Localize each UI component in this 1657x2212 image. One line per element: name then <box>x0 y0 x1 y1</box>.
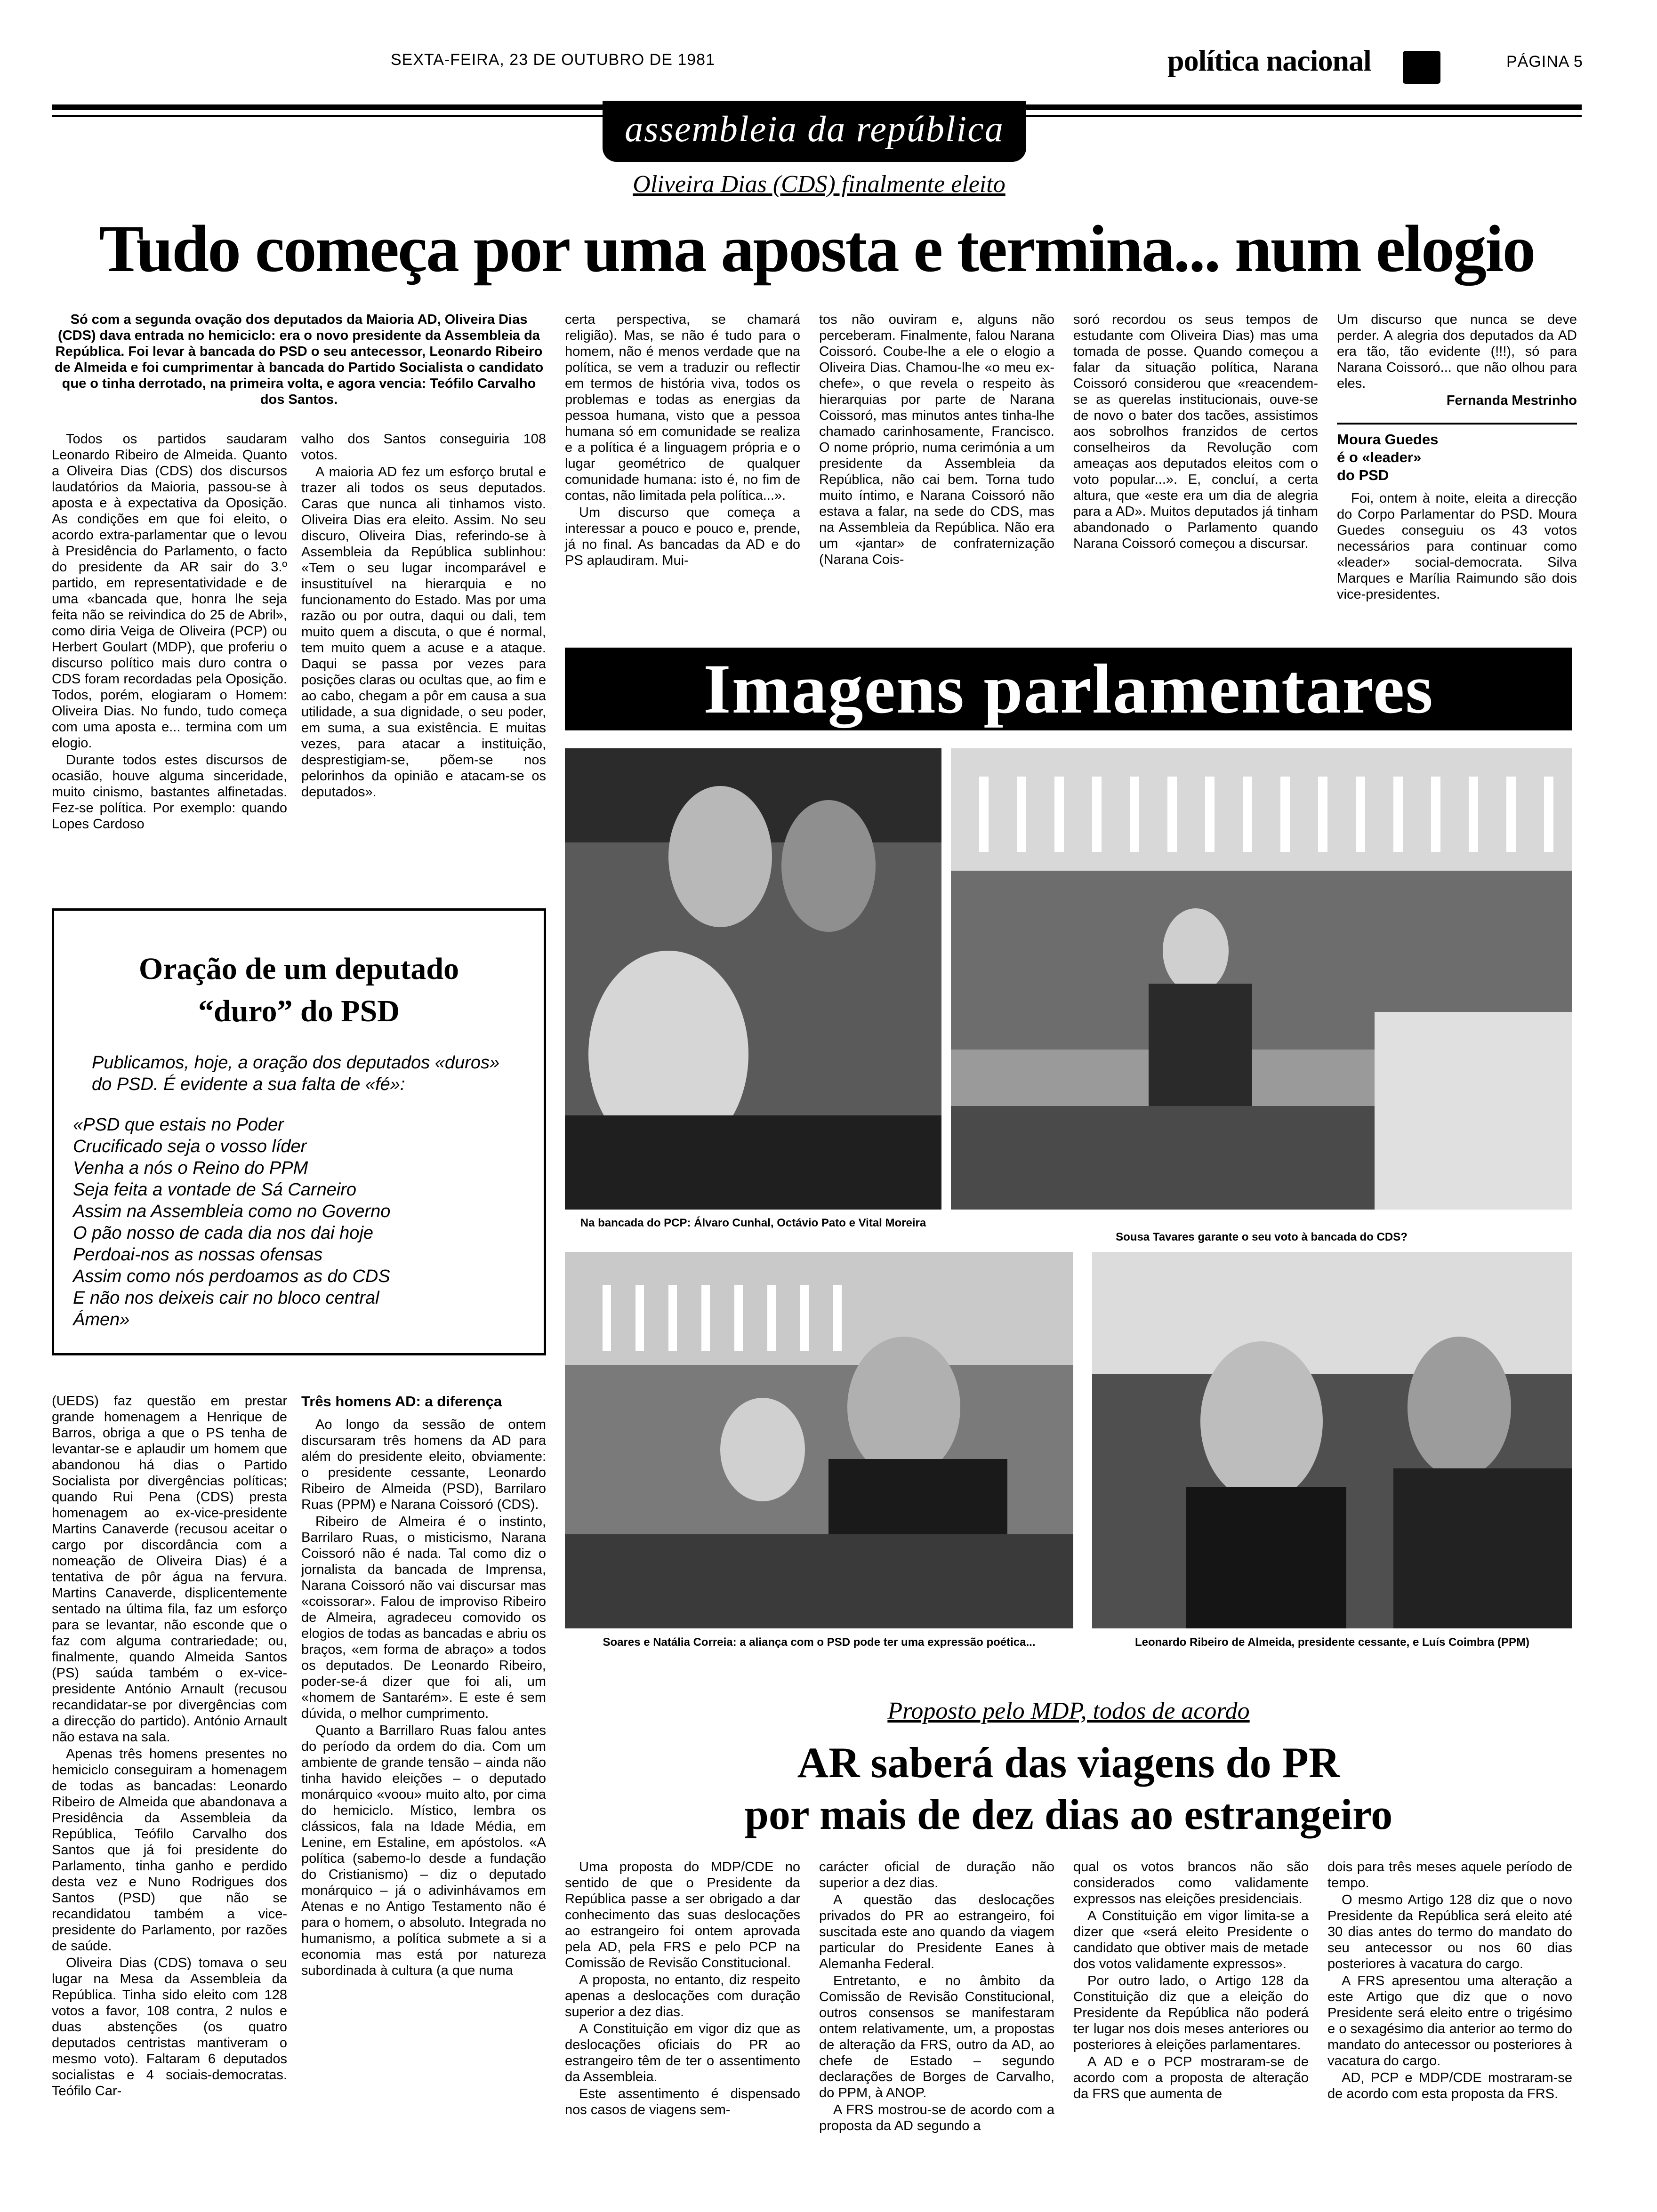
sidebar-rule <box>1337 423 1577 425</box>
article1-kicker: Oliveira Dias (CDS) finalmente eleito <box>633 171 1005 198</box>
article2-col2 <box>819 1859 1054 2135</box>
prayer-line: Venha a nós o Reino do PPM <box>73 1158 308 1178</box>
sidebar-title-2: é o «leader» <box>1337 449 1422 465</box>
article1-col1-text: Todos os partidos saudaram Leonardo Ribeiro de Almeida. Quanto a Oliveira Dias (CDS) dos discursos laudatórios da Maioria, passou-se à aposta e à expectativa da Oposição. As condições em que foi eleito, o acordo extra-parlamentar que o levou à Presidência do Parlamento, o facto do presidente da AR sair do 3.º partido, em representatividade e de uma «bancada que, honra lhe seja feita não se reivindica do 25 de Abril», como diria Veiga de Oliveira (PCP) ou Herbert Goulart (MDP), que proferiu o discurso político mais duro contra o CDS foram recordadas pela Oposição. Todos, porém, elogiaram o Homem: Oliveira Dias. No fundo, tudo começa com uma aposta e... termina com um elogio. <box>52 432 287 751</box>
prayer-line: Ámen» <box>73 1310 130 1330</box>
section-name: política nacional <box>1167 44 1371 77</box>
article1-col5-text: soró recordou os seus tempos de estudante com Oliveira Dias) mas uma tomada de posse. Quando começou a falar da situação política, Narana Coissoró considerou que «reacendem-se as querelas institucionais, ouve-se de novo o bater dos tacões, assistimos aos sobrolhos franzidos de certos conselheiros da Revolução com ameaças aos deputados eleitos com o voto popular...». E, concluí, a certa altura, que «este era um dia de alegria para a AD». Muitos deputados já tinham abandonado o Parlamento quando Narana Coissoró começou a discursar. <box>1073 312 1318 551</box>
article2-col3-text-b: A Constituição em vigor limita-se a dizer que «será eleito Presidente o candidato que obtiver mais de metade dos votos validamente expressos». <box>1073 1908 1309 1972</box>
photos-heading: Imagens parlamentares <box>703 650 1434 728</box>
prayer-line: Assim como nós perdoamos as do CDS <box>73 1266 390 1286</box>
lower-col1-text-c: Oliveira Dias (CDS) tomava o seu lugar na Mesa da Assembleia da República. Tinha sido eleito com 128 votos a favor, 108 contra, 2 nulos e duas abstenções (os quatro deputados centristas mantiveram o mesmo voto). Faltaram 6 deputados socialistas e 4 sociais-democratas. Teófilo Car- <box>52 1956 287 2099</box>
article1-col2-text-b: A maioria AD fez um esforço brutal e trazer ali todos os seus deputados. Caras que nunca ali tinhamos visto. Oliveira Dias era eleito. Assim. No seu discuro, Oliveira Dias, referindo-se à Assembleia da República sublinhou: «Tem o seu lugar incomparável e insustituível na hierarquia e no funcionamento do Estado. Mas por uma razão ou por outra, daqui ou dali, tem muito quem a discuta, o que é normal, tem muito quem a acuse e a ataque. Daqui se passa por vezes para posições claras ou ocultas que, ao fim e ao cabo, chegam a pôr em causa a sua utilidade, a sua dignidade, o seu poder, em suma, a sua existência. E muitas vezes, para atacar a instituição, desprestigiam-se, põem-se nos pelorinhos da opinião e atacam-se os deputados». <box>301 465 546 800</box>
article1-col1-text-b: Durante todos estes discursos de ocasião, houve alguma sinceridade, muito cinismo, bastantes alfinetadas. Fez-se política. Por exemplo: quando Lopes Cardoso <box>52 753 287 832</box>
prayer-line: E não nos deixeis cair no bloco central <box>73 1288 379 1308</box>
header-date: SEXTA-FEIRA, 23 DE OUTUBRO DE 1981 <box>391 51 715 69</box>
caption-leonardo-coimbra: Leonardo Ribeiro de Almeida, presidente cessante, e Luís Coimbra (PPM) <box>1135 1636 1529 1649</box>
photos-heading-bar <box>565 648 1572 730</box>
prayer-line: «PSD que estais no Poder <box>73 1115 284 1135</box>
sidebar-psd <box>1337 431 1577 603</box>
sidebar-title-3: do PSD <box>1337 467 1389 483</box>
article2-col1-text-c: A Constituição em vigor diz que as deslocações oficiais do PR ao estrangeiro têm de ter o assentimento da Assembleia. <box>565 2021 800 2084</box>
article2-col4-text-c: A FRS apresentou uma alteração a este Artigo que diz que o novo Presidente será eleito entre o trigésimo e o sexagésimo dia anterior ao termo do mandato do antecessor ou posteriores à vacatura do cargo. <box>1327 1973 1572 2068</box>
article2-col1-text-d: Este assentimento é dispensado nos casos de viagens sem- <box>565 2086 800 2117</box>
caption-sousa-tavares: Sousa Tavares garante o seu voto à bancada do CDS? <box>1116 1231 1408 1243</box>
article2-col3 <box>1073 1859 1309 2103</box>
article2-headline-1: AR saberá das viagens do PR <box>797 1739 1340 1787</box>
article1-col2 <box>301 431 546 801</box>
prayer-line: Seja feita a vontade de Sá Carneiro <box>73 1180 357 1200</box>
prayer-lines <box>73 1114 520 1330</box>
banner-title: assembleia da república <box>625 108 1004 149</box>
photo-leonardo-coimbra <box>1092 1252 1572 1628</box>
prayer-line: Perdoai-nos as nossas ofensas <box>73 1245 323 1265</box>
article1-col6 <box>1337 312 1577 409</box>
article1-lead: Só com a segunda ovação dos deputados da Maioria AD, Oliveira Dias (CDS) dava entrada no hemiciclo: era o novo presidente da Assembleia da República. Foi levar à bancada do PSD o seu antecessor, Leonardo Ribeiro de Almeida e foi cumprimentar à bancada do Partido Socialista o candidato que o tinha derrotado, na primeira volta, e agora vencia: Teófilo Carvalho dos Santos. <box>54 312 544 407</box>
lower-col1-text: (UEDS) faz questão em prestar grande homenagem a Henrique de Barros, obriga a que o PS tenha de levantar-se e aplaudir um homem que abandonou há dias o Partido Socialista por divergências políticas; quando Rui Pena (CDS) presta homenagem ao ex-vice-presidente Martins Canaverde (recusou aceitar o cargo por discordância com a nomeação de Oliveira Dias) é a tentativa de pôr água na fervura. Martins Canaverde, displicentemente sentado na última fila, faz um esforço para se levantar, não esconde que o faz com alguma contrariedade; ou, finalmente, quando Almeida Santos (PS) saúda também o ex-vice-presidente António Arnault (recusou recandidatar-se por divergências com a direcção do partido). António Arnault não estava na sala. <box>52 1394 287 1745</box>
prayer-line: Assim na Assembleia como no Governo <box>73 1202 391 1221</box>
article2-col4 <box>1327 1859 1572 2103</box>
section-banner <box>603 101 1026 162</box>
lower-col2-text-b: Ribeiro de Almeira é o instinto, Barrilaro Ruas, o misticismo, Narana Coissoró não é nada. Tal como diz o jornalista da bancada de Imprensa, Narana Coissoró não vai discursar mas «coissorar». Falou de improviso Ribeiro de Almeira, agradeceu comovido os elogios de todas as bancadas e abriu os braços, «em forma de abraço» a todos os deputados. De Leonardo Ribeiro, poder-se-á dizer que foi ali, um «homem de Santarém». E este é sem dúvida, o melhor cumprimento. <box>301 1514 546 1721</box>
lower-col2-text: Ao longo da sessão de ontem discursaram três homens da AD para além do presidente eleito, obviamente: o presidente cessante, Leonardo Ribeiro de Almeida (PSD), Barrilaro Ruas (PPM) e Narana Coissoró (CDS). <box>301 1417 546 1512</box>
photo-sousa-tavares <box>951 748 1572 1210</box>
article2-col2-text-c: Entretanto, e no âmbito da Comissão de Revisão Constitucional, outros consensos se manifestaram ontem relativamente, um, a propostas de alteração da FRS, outro da AD, ao chefe de Estado – segundo declarações de Borges de Carvalho, do PPM, à ANOP. <box>819 1973 1054 2100</box>
article1-col4-text: tos não ouviram e, alguns não perceberam. Finalmente, falou Narana Coissoró. Coube-lhe a ele o elogio a Oliveira Dias. Chamou-lhe «o meu ex-chefe», o que revela o respeito às hierarquias por parte de Narana Coissoró, mas minutos antes tinha-lhe chamado carinhosamente, Francisco. O nome próprio, numa cerimónia a um presidente da Assembleia da República, não cai bem. Torna tudo muito íntimo, e Narana Coissoró não estava a falar, na sede do CDS, mas na Assembleia da República. Não era um «jantar» de confraternização (Narana Cois- <box>819 312 1054 567</box>
article2-col3-text-c: Por outro lado, o Artigo 128 da Constituição diz que a eleição do Presidente da República não poderá ter lugar nos dois meses anteriores ou posteriores à eleições parlamentares. <box>1073 1973 1309 2052</box>
caption-soares-natalia: Soares e Natália Correia: a aliança com o PSD pode ter uma expressão poética... <box>603 1636 1036 1649</box>
article2-col2-text: carácter oficial de duração não superior a dez dias. <box>819 1859 1054 1891</box>
sidebar-text: Foi, ontem à noite, eleita a direcção do Corpo Parlamentar do PSD. Moura Guedes conseguiu os 43 votos necessários para continuar como «leader» social-democrata. Silva Marques e Marília Raimundo são dois vice-presidentes. <box>1337 491 1577 602</box>
lower-col1 <box>52 1393 287 2100</box>
sidebar-title-1: Moura Guedes <box>1337 431 1439 448</box>
photo-soares-natalia <box>565 1252 1073 1628</box>
section-logo-icon <box>1403 51 1440 84</box>
article2-col2-text-b: A questão das deslocações privados do PR ao estrangeiro, foi suscitada este ano quando da viagem particular do Presidente Eanes à Alemanha Federal. <box>819 1892 1054 1972</box>
article2-col3-text-d: A AD e o PCP mostraram-se de acordo com a proposta de alteração da FRS que aumenta de <box>1073 2054 1309 2101</box>
article1-col6-text: Um discurso que nunca se deve perder. A alegria dos deputados da AD era tão, tão evidente (!!!), só para Narana Coissoró... que não olhou para eles. <box>1337 312 1577 391</box>
article1-headline: Tudo começa por uma aposta e termina... num elogio <box>99 211 1535 286</box>
article2-headline-2: por mais de dez dias ao estrangeiro <box>744 1790 1393 1838</box>
article2-col4-text-d: AD, PCP e MDP/CDE mostraram-se de acordo com esta proposta da FRS. <box>1327 2070 1572 2101</box>
article2-col3-text: qual os votos brancos não são considerados como validamente expressos nas eleições presidenciais. <box>1073 1859 1309 1907</box>
article1-col3-text: certa perspectiva, se chamará religião). Mas, se não é tudo para o homem, não é menos verdade que na política, se vem a traduzir ou reflectir em termos de história viva, todos os problemas e todas as energias da pessoa humana, visto que a pessoa humana só em comunidade se realiza e a política é a linguagem própria e o lugar geométrico de qualquer comunidade humana: isto é, no fim de contas, não limitada pela política...». <box>565 312 800 503</box>
caption-pcp-bench: Na bancada do PCP: Álvaro Cunhal, Octávio Pato e Vital Moreira <box>580 1217 926 1229</box>
lower-col2-title: Três homens AD: a diferença <box>301 1393 502 1410</box>
article2-col1-text-b: A proposta, no entanto, diz respeito apenas a deslocações com duração superior a dez dias. <box>565 1972 800 2020</box>
prayer-intro: Publicamos, hoje, a oração dos deputados «duros» do PSD. É evidente a sua falta de «fé»: <box>92 1053 500 1094</box>
article2-col1-text: Uma proposta do MDP/CDE no sentido de que o Presidente da República passe a ser obrigado a dar conhecimento das suas deslocações ao estrangeiro foi ontem aprovada pela AD, pela FRS e pelo PCP na Comissão de Revisão Constitucional. <box>565 1859 800 1971</box>
article1-col4 <box>819 312 1054 569</box>
page-number: PÁGINA 5 <box>1506 53 1583 71</box>
prayer-box <box>52 908 546 1355</box>
lower-col1-text-b: Apenas três homens presentes no hemiciclo conseguiram a homenagem de todas as bancadas: Leonardo Ribeiro de Almeida que abandonava a Presidência da Assembleia da República, Teófilo Carvalho dos Santos que já foi presidente do Parlamento, tinha ganho e perdido desta vez e Nuno Rodrigues dos Santos (PSD) que não se recandidatou também a vice-presidente do Parlamento, por razões de saúde. <box>52 1747 287 1954</box>
article2-col4-text-b: O mesmo Artigo 128 diz que o novo Presidente da República será eleito até 30 dias antes do termo do mandato do seu antecessor ou nos 60 dias posteriores à vacatura do cargo. <box>1327 1892 1572 1972</box>
article1-col2-text: valho dos Santos conseguiria 108 votos. <box>301 432 546 463</box>
article2-col1 <box>565 1859 800 2119</box>
article2-kicker: Proposto pelo MDP, todos de acordo <box>887 1698 1250 1724</box>
prayer-title-line2: “duro” do PSD <box>198 994 400 1028</box>
prayer-line: O pão nosso de cada dia nos dai hoje <box>73 1223 374 1243</box>
article1-col5 <box>1073 312 1318 553</box>
lower-col2-text-c: Quanto a Barrillaro Ruas falou antes do período da ordem do dia. Com um ambiente de grande tensão – ainda não tinha havido eleições – o deputado monárquico «voou» muito alto, por cima do hemiciclo. Místico, lembra os clássicos, fala na Idade Média, em Lenine, em Estaline, em apóstolos. «A política (sabemo-lo desde a fundação do Cristianismo) – diz o deputado monárquico – já o adivinhávamos em Atenas e no Antigo Testamento não é para o homem, o absoluto. Integrada no humanismo, a política submete a si a economia mas está por natureza subordinada à cultura (a que numa <box>301 1723 546 1978</box>
article2-col2-text-d: A FRS mostrou-se de acordo com a proposta da AD segundo a <box>819 2102 1054 2133</box>
prayer-line: Crucificado seja o vosso líder <box>73 1137 307 1156</box>
article2-col4-text: dois para três meses aquele período de tempo. <box>1327 1859 1572 1891</box>
article1-col3-text-b: Um discurso que começa a interessar a pouco e pouco e, prende, já no final. As bancadas da AD e do PS aplaudiram. Mui- <box>565 505 800 568</box>
photo-pcp-bench <box>565 748 941 1210</box>
article1-col3 <box>565 312 800 569</box>
article1-signature: Fernanda Mestrinho <box>1446 393 1577 408</box>
lower-col2 <box>301 1393 546 1980</box>
prayer-title-line1: Oração de um deputado <box>138 952 459 986</box>
article1-col1 <box>52 431 287 833</box>
